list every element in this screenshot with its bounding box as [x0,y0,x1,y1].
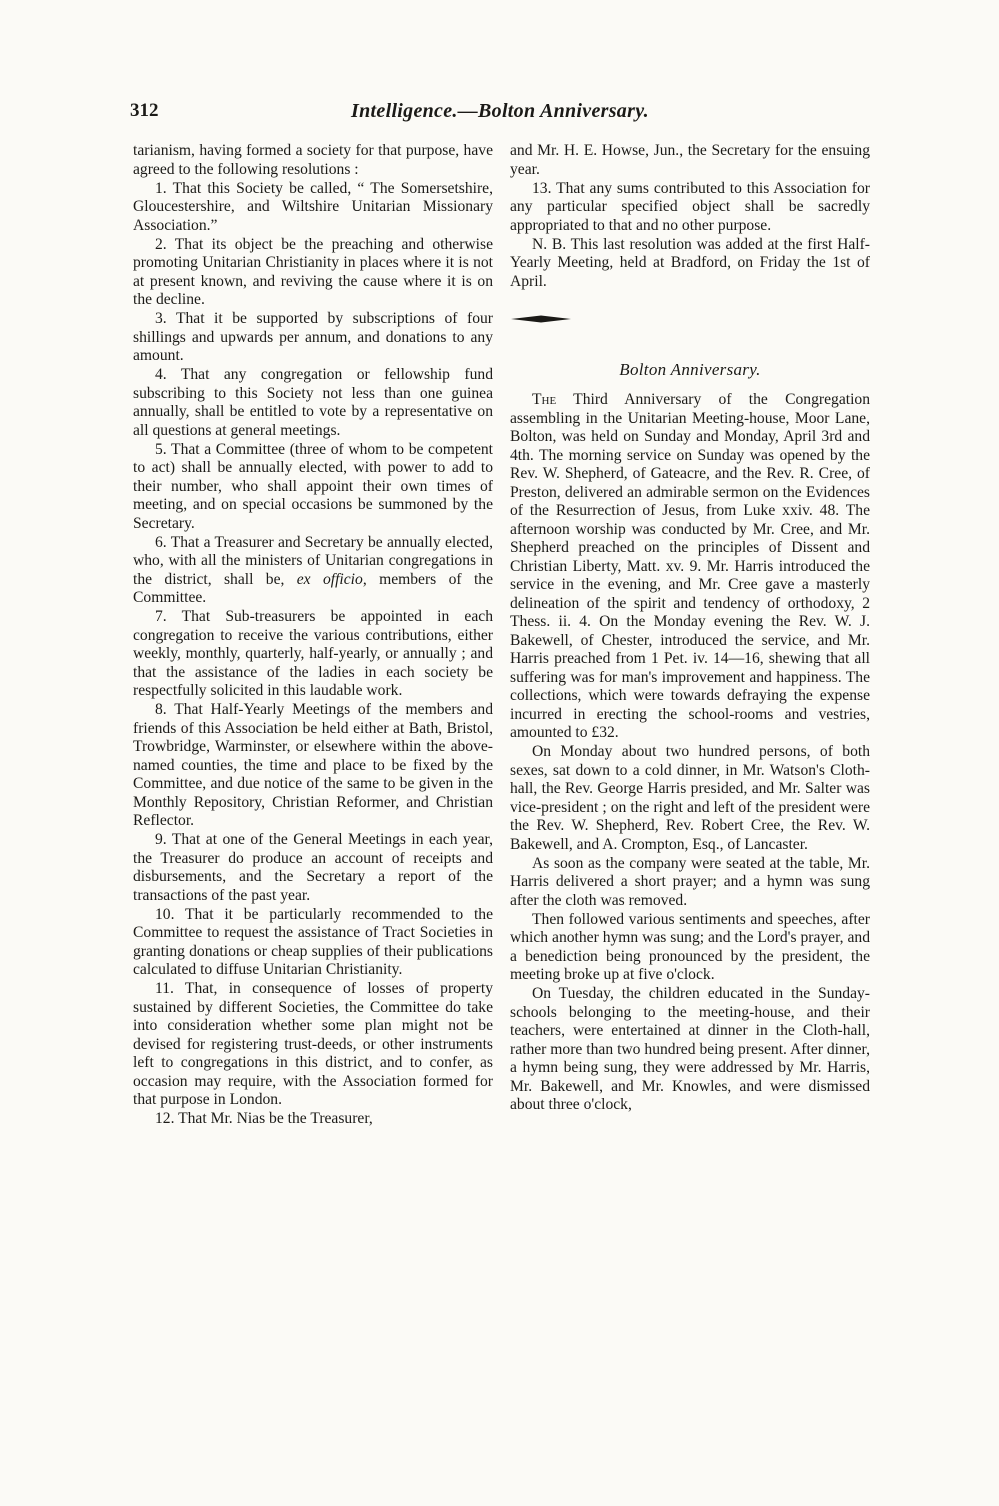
resolution-6: 6. That a Treasurer and Secretary be annually elected, who, with all the ministers of Unitarian congregations in the district, shall be, ex officio, members of the Committee. [133,533,493,606]
opening-word: The [532,391,557,408]
article-paragraph-5: On Tuesday, the children educated in the Sunday-schools belonging to the meeting-house, and their teachers, were entertained at dinner in the Cloth-hall, rather more than two hundred being present. After dinner, a hymn being sung, they were addressed by Mr. Harris, Mr. Bakewell, and Mr. Knowles, and were dismissed about three o'clock, [510,985,870,1113]
section-divider-ornament [510,315,572,323]
article-paragraph-2: On Monday about two hundred persons, of both sexes, sat down to a cold dinner, in Mr. Watson's Cloth-hall, the Rev. George Harris presided, and Mr. Salter was vice-president ; on the right and left of the president were the Rev. W. Shepherd, Rev. Robert Cree, the Rev. W. Bakewell, and A. Crompton, Esq., of Lancaster. [510,743,870,853]
resolution-5: 5. That a Committee (three of whom to be competent to act) shall be annually elected, with power to add to their number, who shall appoint their own times of meeting, and on special occasions be summoned by the Secretary. [133,440,493,532]
resolution-4: 4. That any congregation or fellowship fund subscribing to this Society not less than one guinea annually, shall be entitled to vote by a representative on all questions at general meetings. [133,366,493,439]
right-column [510,142,870,1115]
resolutions-intro: tarianism, having formed a society for that purpose, have agreed to the following resolutions : [133,142,493,178]
resolution-12-continued: and Mr. H. E. Howse, Jun., the Secretary for the ensuing year. [510,142,870,178]
left-column [133,142,493,1129]
resolution-8: 8. That Half-Yearly Meetings of the members and friends of this Association be held either at Bath, Bristol, Trowbridge, Warminster, or elsewhere within the above-named counties, the time and place to be fixed by the Committee, and due notice of the same to be given in the Monthly Repository, Christian Reformer, and Christian Reflector. [133,701,493,829]
resolution-10: 10. That it be particularly recommended to the Committee to request the assistance of Tract Societies in granting donations or cheap supplies of their publications calculated to diffuse Unitarian Christianity. [133,905,493,978]
resolution-7: 7. That Sub-treasurers be appointed in each congregation to receive the various contributions, either weekly, monthly, quarterly, half-yearly, or annually ; and that the assistance of the ladies in each society be respectfully solicited in this laudable work. [133,608,493,699]
section-heading: Bolton Anniversary. [619,359,761,379]
article-paragraph-1-text: Third Anniversary of the Congregation assembling in the Unitarian Meeting-house, Moor Lane, Bolton, was held on Sunday and Monday, April 3rd and 4th. The morning service on Sunday was opened by the Rev. W. Shepherd, of Gateacre, and the Rev. R. Cree, of Preston, delivered an admirable sermon on the Evidences of the Resurrection of Jesus, from Luke xxiv. 48. The afternoon worship was conducted by Mr. Cree, and Mr. Shepherd preached on the principles of Dissent and Christian Liberty, Matt. xv. 9. Mr. Harris introduced the service in the evening, and Mr. Cree gave a masterly delineation of the spirit and tendency of orthodoxy, 2 Thess. ii. 4. On the Monday evening the Rev. W. J. Bakewell, of Chester, introduced the service, and Mr. Harris preached from 1 Pet. iv. 14—16, shewing that all suffering was for man's improvement and happiness. The collections, which were towards defraying the expense incurred in erecting the school-rooms and vestries, amounted to £32. [510,391,870,741]
article-paragraph-3: As soon as the company were seated at the table, Mr. Harris delivered a short prayer; and a hymn was sung after the cloth was removed. [510,854,870,909]
article-paragraph-1 [510,391,870,743]
page-number: 312 [130,100,159,121]
resolution-3: 3. That it be supported by subscriptions of four shillings and upwards per annum, and donations to any amount. [133,310,493,364]
resolution-13: 13. That any sums contributed to this Association for any particular specified object shall be sacredly appropriated to that and no other purpose. [510,179,870,234]
running-title: Intelligence.—Bolton Anniversary. [351,100,649,122]
resolution-11: 11. That, in consequence of losses of property sustained by different Societies, the Committee do take into consideration whether some plan might not be devised for registering trust-deeds, or other instruments left to congregations in this district, and to confer, as occasion may require, with the Association formed for that purpose in London. [133,980,493,1108]
resolution-9: 9. That at one of the General Meetings in each year, the Treasurer do produce an account of receipts and disbursements, and the Secretary a report of the transactions of the past year. [133,831,493,904]
page-header [130,100,870,126]
article-paragraph-4: Then followed various sentiments and speeches, after which another hymn was sung; and the Lord's prayer, and a benediction being pronounced by the president, the meeting broke up at five o'clock. [510,910,870,983]
nota-bene: N. B. This last resolution was added at the first Half-Yearly Meeting, held at Bradford, on Friday the 1st of April. [510,235,870,290]
resolution-12: 12. That Mr. Nias be the Treasurer, [155,1110,373,1127]
resolution-1: 1. That this Society be called, “ The Somersetshire, Gloucestershire, and Wiltshire Unitarian Missionary Association.” [133,179,493,234]
resolution-2: 2. That its object be the preaching and otherwise promoting Unitarian Christianity in places where it is not at present known, and reviving the cause where it is on the decline. [133,235,493,308]
